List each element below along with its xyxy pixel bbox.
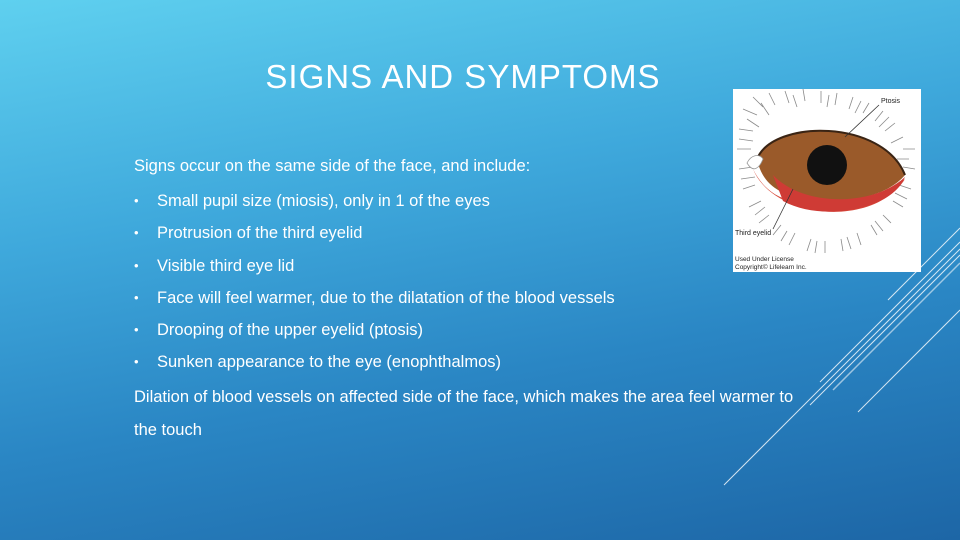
bullet-glyph: • xyxy=(134,225,139,241)
slide-body xyxy=(134,150,794,447)
list-item xyxy=(134,314,794,346)
list-item xyxy=(134,282,794,314)
list-item-text: Sunken appearance to the eye (enophthalmos) xyxy=(157,353,501,372)
list-item-text: Drooping of the upper eyelid (ptosis) xyxy=(157,321,423,340)
symptom-list xyxy=(134,185,794,379)
pupil-shape xyxy=(807,145,847,185)
list-item-text: Protrusion of the third eyelid xyxy=(157,224,363,243)
bullet-glyph: • xyxy=(134,354,139,370)
credit-line-1: Used Under License xyxy=(735,256,794,263)
list-item xyxy=(134,346,794,378)
list-item xyxy=(134,217,794,249)
list-item-text: Visible third eye lid xyxy=(157,256,295,275)
bullet-glyph: • xyxy=(134,289,139,305)
closing-text: Dilation of blood vessels on affected side of the face, which makes the area feel warmer to the touch xyxy=(134,387,794,439)
list-item-text: Small pupil size (miosis), only in 1 of the eyes xyxy=(157,192,490,210)
eye-illustration xyxy=(733,89,921,272)
bullet-glyph: • xyxy=(134,322,139,338)
list-item xyxy=(134,250,794,282)
list-item-text: Face will feel warmer, due to the dilatation of the blood vessels xyxy=(157,288,615,307)
list-item xyxy=(134,185,794,217)
slide-title: SIGNS AND SYMPTOMS xyxy=(265,58,661,95)
intro-text: Signs occur on the same side of the face, and include: xyxy=(134,157,531,175)
third-eyelid-label: Third eyelid xyxy=(735,230,772,237)
bullet-glyph: • xyxy=(134,193,139,208)
bullet-glyph: • xyxy=(134,257,139,273)
ptosis-label: Ptosis xyxy=(881,98,901,105)
credit-line-2: Copyright© Lifelearn Inc. xyxy=(735,264,807,271)
ptosis-pointer xyxy=(845,105,879,137)
eye-drawing xyxy=(733,89,921,272)
